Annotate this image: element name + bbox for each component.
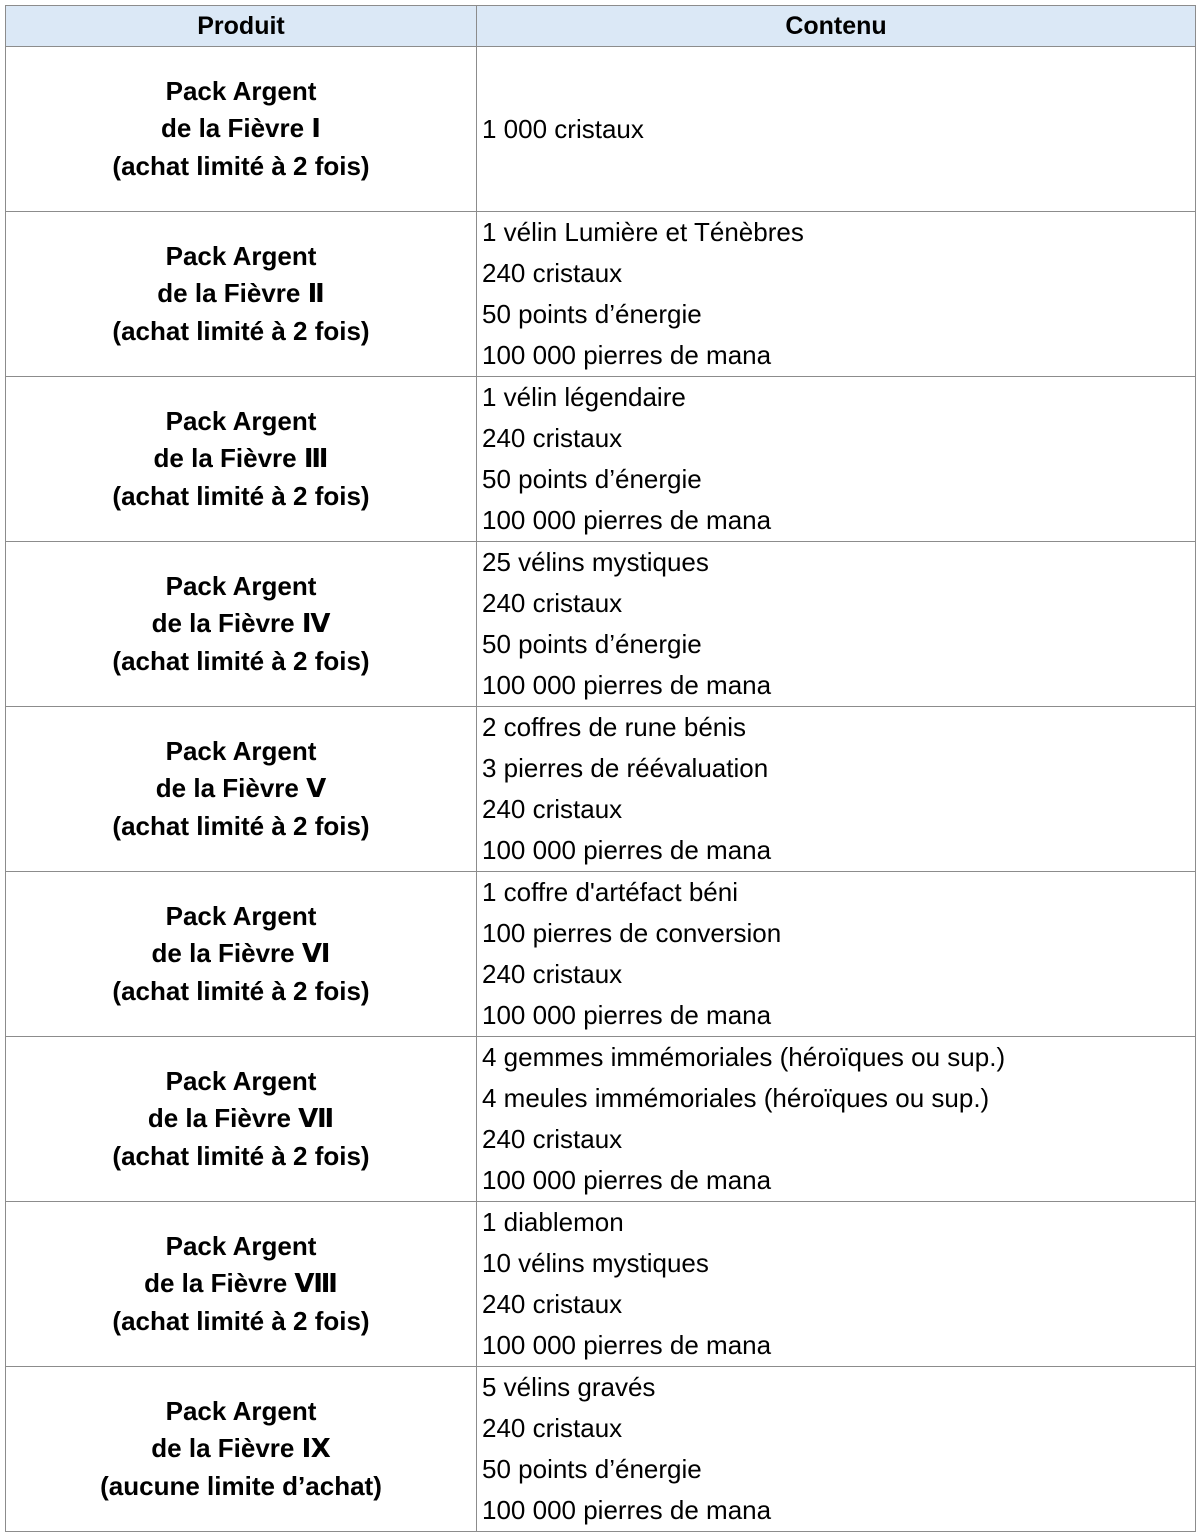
table-row (6, 377, 1196, 542)
product-name-line: Pack Argent (165, 735, 317, 766)
content-item: 50 points d’énergie (482, 299, 702, 329)
content-item: 100 000 pierres de mana (482, 505, 772, 535)
product-name-line: Pack Argent (165, 900, 317, 931)
table-row (6, 1037, 1196, 1202)
content-item: 1 000 cristaux (482, 113, 644, 144)
content-item: 2 coffres de rune bénis (482, 712, 747, 742)
product-name-line: de la Fièvre Ⅴ (155, 773, 327, 804)
product-cell (6, 707, 477, 872)
content-item: 100 000 pierres de mana (482, 1165, 772, 1195)
table-row (6, 1367, 1196, 1532)
table-row (6, 872, 1196, 1037)
content-item: 240 cristaux (482, 588, 623, 618)
product-cell (6, 1202, 477, 1367)
product-cell (6, 542, 477, 707)
header-row (6, 6, 1196, 47)
header-content: Contenu (477, 6, 1196, 47)
content-item: 3 pierres de réévaluation (482, 753, 769, 783)
header-product: Produit (6, 6, 477, 47)
content-item: 240 cristaux (482, 423, 623, 453)
product-name-line: (achat limité à 2 fois) (112, 810, 370, 841)
table-body (6, 47, 1196, 1532)
content-item: 5 vélins gravés (482, 1372, 656, 1402)
product-name-line: Pack Argent (165, 405, 317, 436)
content-cell (477, 1037, 1196, 1202)
product-name-line: de la Fièvre Ⅸ (151, 1433, 331, 1464)
content-item: 25 vélins mystiques (482, 547, 709, 577)
content-item: 100 000 pierres de mana (482, 1495, 772, 1525)
product-name-line: de la Fièvre Ⅵ (151, 938, 331, 969)
table-row (6, 212, 1196, 377)
product-cell (6, 212, 477, 377)
content-item: 100 000 pierres de mana (482, 340, 772, 370)
content-item: 100 pierres de conversion (482, 918, 782, 948)
product-name-line: de la Fièvre Ⅷ (144, 1268, 338, 1299)
product-cell (6, 1367, 477, 1532)
content-item: 4 meules immémoriales (héroïques ou sup.) (482, 1083, 990, 1113)
content-item: 1 vélin Lumière et Ténèbres (482, 217, 804, 247)
content-item: 100 000 pierres de mana (482, 1330, 772, 1360)
content-item: 240 cristaux (482, 258, 623, 288)
content-item: 100 000 pierres de mana (482, 1000, 772, 1030)
product-name-line: de la Fièvre Ⅱ (157, 278, 325, 309)
product-name-line: Pack Argent (165, 570, 317, 601)
product-name-line: Pack Argent (165, 1230, 317, 1261)
product-name-line: Pack Argent (165, 1395, 317, 1426)
product-name-line: de la Fièvre Ⅰ (161, 113, 321, 144)
content-cell (477, 1367, 1196, 1532)
content-item: 1 diablemon (482, 1207, 624, 1237)
content-item: 240 cristaux (482, 794, 623, 824)
table-row (6, 47, 1196, 212)
product-cell (6, 872, 477, 1037)
table-row (6, 1202, 1196, 1367)
product-name-line: Pack Argent (165, 1065, 317, 1096)
product-name-line: de la Fièvre Ⅶ (147, 1103, 335, 1134)
pack-table (5, 5, 1196, 1532)
content-item: 240 cristaux (482, 1413, 623, 1443)
content-item: 1 vélin légendaire (482, 382, 686, 412)
product-name-line: (achat limité à 2 fois) (112, 150, 370, 181)
table-row (6, 707, 1196, 872)
product-name-line: (achat limité à 2 fois) (112, 315, 370, 346)
product-cell (6, 377, 477, 542)
product-name-line: (achat limité à 2 fois) (112, 480, 370, 511)
content-item: 240 cristaux (482, 1289, 623, 1319)
product-name-line: (aucune limite d’achat) (100, 1470, 382, 1501)
content-item: 100 000 pierres de mana (482, 670, 772, 700)
product-name-line: (achat limité à 2 fois) (112, 1140, 370, 1171)
content-cell (477, 707, 1196, 872)
product-name-line: (achat limité à 2 fois) (112, 975, 370, 1006)
content-item: 50 points d’énergie (482, 629, 702, 659)
product-name-line: de la Fièvre Ⅳ (151, 608, 331, 639)
table-row (6, 542, 1196, 707)
content-item: 1 coffre d'artéfact béni (482, 877, 738, 907)
content-item: 4 gemmes immémoriales (héroïques ou sup.) (482, 1042, 1006, 1072)
content-cell (477, 1202, 1196, 1367)
content-item: 240 cristaux (482, 1124, 623, 1154)
content-item: 100 000 pierres de mana (482, 835, 772, 865)
content-cell (477, 212, 1196, 377)
content-item: 50 points d’énergie (482, 464, 702, 494)
content-cell (477, 377, 1196, 542)
product-name-line: (achat limité à 2 fois) (112, 1305, 370, 1336)
product-cell (6, 47, 477, 212)
product-name-line: Pack Argent (165, 240, 317, 271)
product-cell (6, 1037, 477, 1202)
content-cell (477, 542, 1196, 707)
content-cell (477, 47, 1196, 212)
product-name-line: de la Fièvre Ⅲ (153, 443, 329, 474)
product-name-line: (achat limité à 2 fois) (112, 645, 370, 676)
content-item: 240 cristaux (482, 959, 623, 989)
content-item: 10 vélins mystiques (482, 1248, 709, 1278)
content-cell (477, 872, 1196, 1037)
content-item: 50 points d’énergie (482, 1454, 702, 1484)
product-name-line: Pack Argent (165, 75, 317, 106)
